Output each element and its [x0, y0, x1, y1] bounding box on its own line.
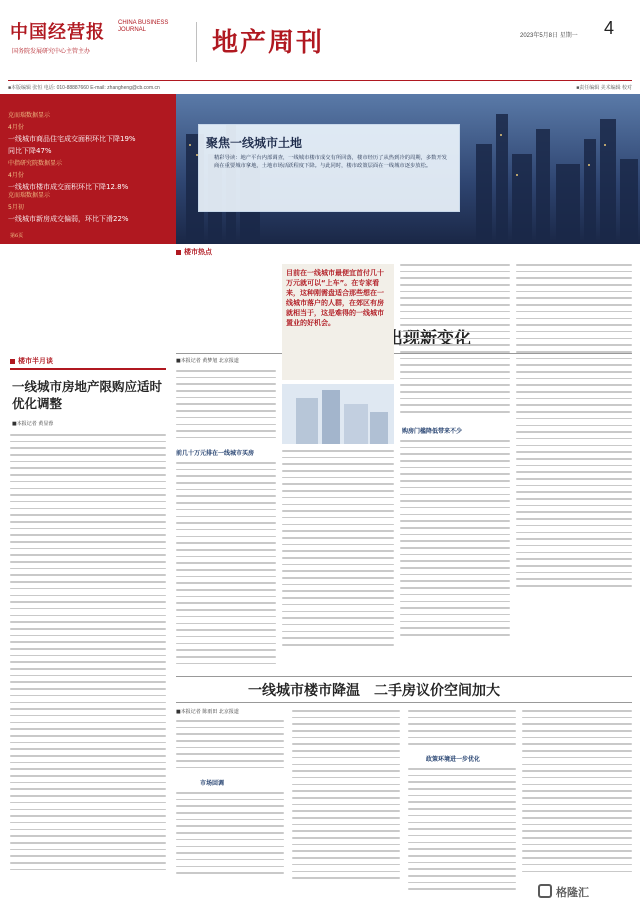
editor-info: ■本版编辑 张恒 电话: 010-88887660 E-mail: zhangheng@cb.com.cn	[8, 85, 160, 91]
article-3-body-col-3	[408, 710, 516, 750]
toc-item[interactable]	[8, 158, 128, 192]
toc-kicker: 中指研究院数据显示	[8, 160, 63, 167]
toc-headline-2: 同比下降47%	[8, 147, 52, 155]
article-2-body	[10, 434, 166, 875]
feature-summary: 精彩导读：地产平台内部调查，一线城市楼市成交有所回落，楼市经历了从热到冷的周期，多数开发商在重要城市拿地，土地市场活跃程度下降。与此同时，楼市政策层面在一线城市逐步放松。	[214, 155, 448, 169]
toc-kicker: 克而瑞数据显示	[8, 112, 51, 119]
article-3-body-col-1	[176, 720, 284, 774]
toc-month: 5月初	[8, 204, 24, 211]
article-1-body-col-1b	[176, 462, 276, 669]
toc-month: 4月份	[8, 124, 24, 131]
article-1-body-col-3	[400, 264, 510, 418]
newspaper-tagline: 国务院发展研究中心主管主办	[12, 48, 91, 55]
page-number: 4	[604, 18, 615, 38]
title-rule	[176, 702, 632, 703]
article-3-body-col-2	[292, 710, 400, 884]
toc-kicker: 克而瑞数据显示	[8, 192, 51, 199]
article-3-body-col-4	[522, 710, 632, 877]
toc-headline: 一线城市新房成交偏弱，环比下滑22%	[8, 215, 129, 223]
newspaper-logo: 中国经营报	[10, 22, 105, 43]
square-bullet-icon	[176, 250, 181, 255]
article-3-subhead-2: 政策环境进一步优化	[426, 756, 481, 763]
article-1-subhead: 前几十万元排在一线城市买房	[176, 450, 255, 457]
toc-headline: 一线城市楼市成交面积环比下降12.8%	[8, 183, 129, 191]
editor-credits: ■责任编辑 美术编辑 校对	[576, 85, 632, 91]
toc-item[interactable]	[8, 190, 129, 224]
watermark: 格隆汇	[556, 886, 589, 899]
section-title: 地产周刊	[212, 28, 325, 58]
article-2-title: 一线城市房地产限购应适时优化调整	[12, 379, 163, 411]
newspaper-logo-en: CHINA BUSINESS JOURNAL	[118, 20, 169, 33]
masthead	[0, 0, 640, 82]
article-3-body-col-3b	[408, 768, 516, 895]
toc-item[interactable]	[8, 110, 136, 156]
section-divider	[176, 676, 632, 677]
kicker-rule	[10, 368, 166, 370]
square-bullet-icon	[10, 359, 15, 364]
article-2-byline: ■本报记者 黄显蓉	[12, 421, 54, 427]
article-3-body-col-1b	[176, 792, 284, 879]
article-1-subhead-2: 购房门槛降低带来不少	[402, 428, 463, 435]
article-1-body-col-4	[516, 264, 632, 592]
kicker-label: 楼市热点	[184, 248, 212, 256]
editor-bar	[8, 83, 632, 92]
kicker-half-month	[10, 356, 53, 366]
building-photo	[282, 384, 394, 444]
article-3-subhead: 市场回调	[200, 780, 225, 787]
header-rule	[8, 80, 632, 81]
article-1-photo	[282, 384, 394, 444]
article-1-body-col-2	[282, 450, 394, 651]
article-3-byline: ■本报记者 陈雨田 北京报道	[176, 709, 239, 715]
issue-date: 2023年5月8日 星期一	[520, 33, 578, 39]
toc-headline: 一线城市商品住宅成交面积环比下降19%	[8, 135, 136, 143]
toc-month: 4月份	[8, 172, 24, 179]
watermark-logo-icon	[538, 884, 552, 898]
article-1-pull-quote: 目前在一线城市最便宜首付几十万元就可以“上车”。在专家看来，这种刚需盘适合那些想在一线城市落户的人群，在郊区有房就相当于，这是难得的一线城市置业的好机会。	[286, 269, 384, 327]
feature-title: 聚焦一线城市土地	[206, 136, 303, 150]
toc-page-ref: 第6页	[10, 233, 24, 239]
masthead-divider	[196, 22, 197, 62]
article-3-title: 一线城市楼市降温 二手房议价空间加大	[248, 683, 500, 699]
kicker-label: 楼市半月谈	[18, 357, 53, 365]
kicker-hot	[176, 247, 212, 257]
article-1-body-col-1	[176, 370, 276, 444]
article-1-byline: ■本报记者 黄梦旭 北京报道	[176, 358, 239, 364]
article-1-body-col-3b	[400, 440, 510, 641]
